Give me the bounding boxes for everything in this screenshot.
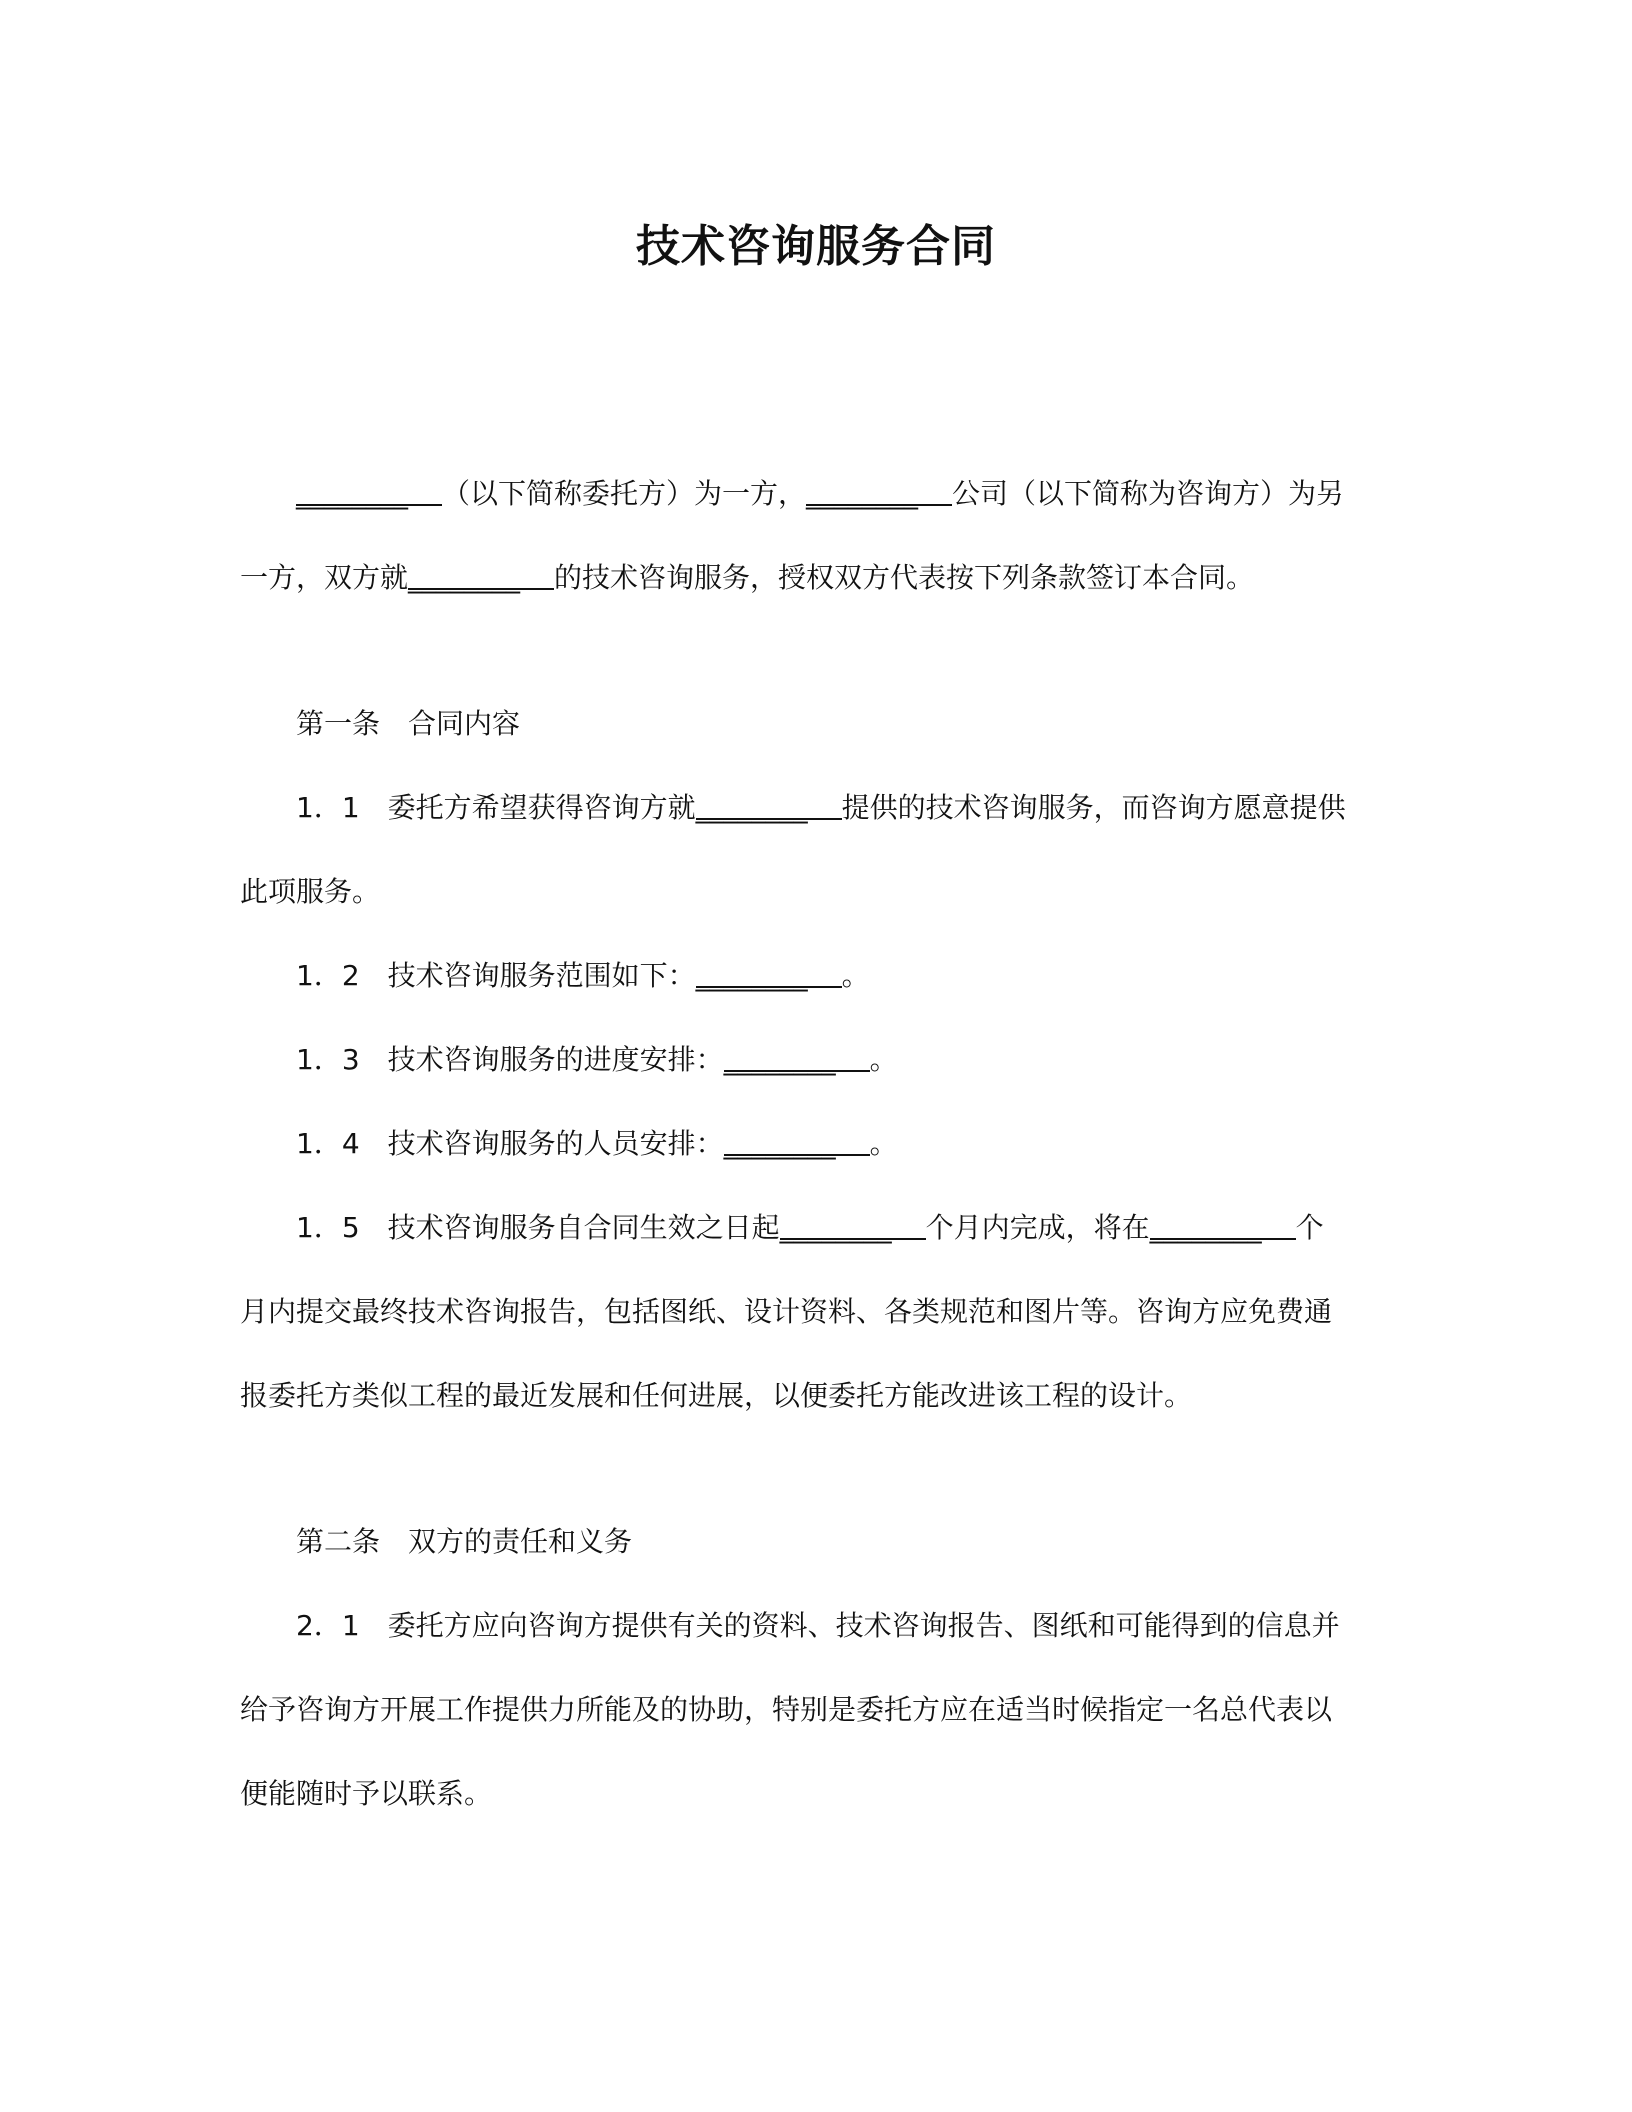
report-months-blank: ________: [1150, 1208, 1296, 1240]
clause-text: 1．2 技术咨询服务范围如下：: [296, 959, 696, 992]
clause-text: 个月内完成，将在: [925, 1211, 1150, 1244]
clause-1-1-line-2: 此项服务。: [240, 875, 381, 908]
clause-2-1-line-1: 2．1 委托方应向咨询方提供有关的资料、技术咨询报告、图纸和可能得到的信息并: [296, 1609, 1340, 1642]
clause-1-5-line-2: 月内提交最终技术咨询报告，包括图纸、设计资料、各类规范和图片等。咨询方应免费通: [240, 1295, 1333, 1328]
completion-months-blank: ________: [780, 1208, 926, 1240]
clause-text: 1．1 委托方希望获得咨询方就: [296, 791, 696, 824]
intro-text: 的技术咨询服务，授权双方代表按下列条款签订本合同。: [554, 561, 1255, 594]
consulting-subject-blank: ________: [696, 788, 842, 820]
article-1-heading: 第一条 合同内容: [296, 707, 521, 740]
clause-1-5-line-3: 报委托方类似工程的最近发展和任何进展，以便委托方能改进该工程的设计。: [240, 1379, 1193, 1412]
consulting-company-blank: ________: [806, 474, 952, 506]
project-blank: ________: [408, 558, 554, 590]
clause-text: 。: [841, 959, 870, 992]
entrusting-party-blank: ________: [296, 474, 442, 506]
clause-1-5-line-1: [296, 1208, 1324, 1248]
intro-text: 一方，双方就: [240, 561, 409, 594]
schedule-blank: ________: [724, 1040, 870, 1072]
intro-text: （以下简称委托方）为一方，: [442, 477, 807, 510]
clause-2-1-line-2: 给予咨询方开展工作提供力所能及的协助，特别是委托方应在适当时候指定一名总代表以: [240, 1693, 1333, 1726]
service-scope-blank: ________: [696, 956, 842, 988]
clause-text: 1．3 技术咨询服务的进度安排：: [296, 1043, 724, 1076]
clause-1-3: [296, 1040, 898, 1080]
clause-text: 提供的技术咨询服务，而咨询方愿意提供: [841, 791, 1346, 824]
intro-line-2: [240, 558, 1254, 598]
clause-text: 。: [869, 1127, 898, 1160]
clause-1-2: [296, 956, 870, 996]
document-title: 技术咨询服务合同: [636, 221, 996, 272]
intro-text: 公司（以下简称为咨询方）为另: [952, 477, 1345, 510]
clause-text: 1．4 技术咨询服务的人员安排：: [296, 1127, 724, 1160]
intro-line-1: [296, 474, 1344, 514]
clause-2-1-line-3: 便能随时予以联系。: [240, 1777, 493, 1810]
clause-text: 个: [1295, 1211, 1324, 1244]
clause-1-4: [296, 1124, 898, 1164]
clause-text: 。: [869, 1043, 898, 1076]
staffing-blank: ________: [724, 1124, 870, 1156]
article-2-heading: 第二条 双方的责任和义务: [296, 1525, 633, 1558]
clause-text: 1．5 技术咨询服务自合同生效之日起: [296, 1211, 780, 1244]
clause-1-1-line-1: [296, 788, 1346, 828]
